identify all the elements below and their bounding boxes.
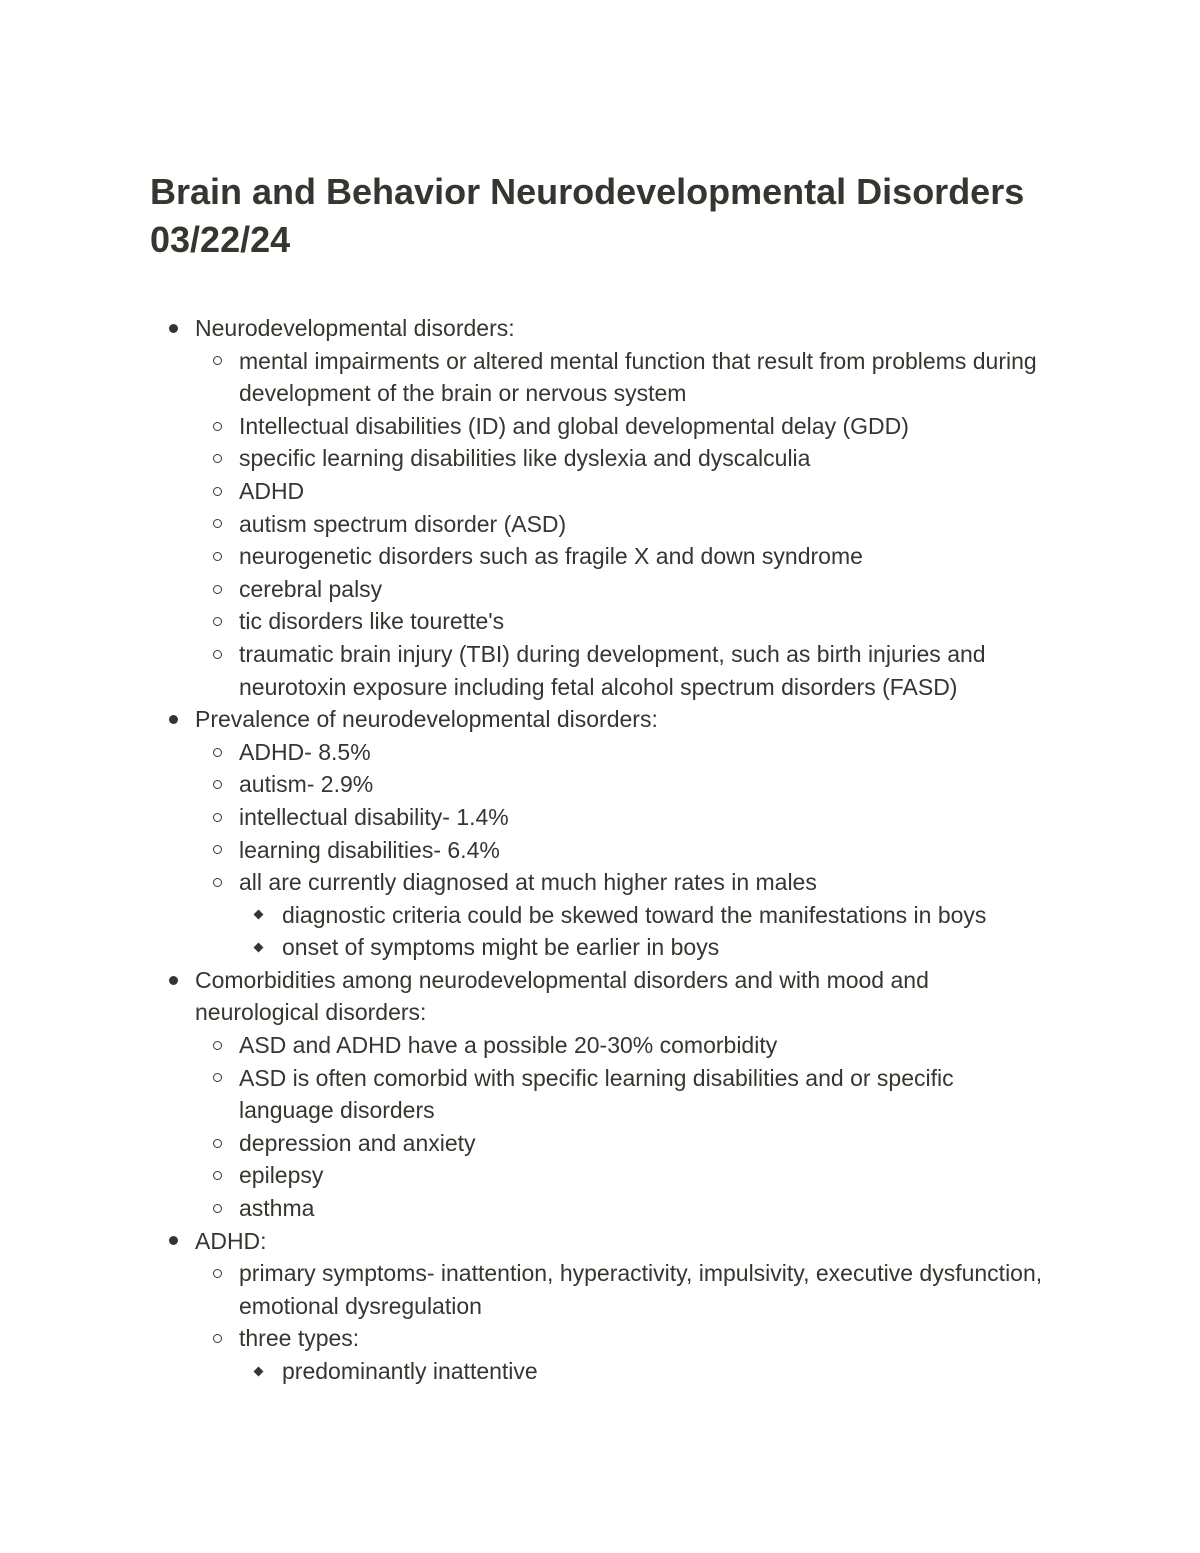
bullet-circle-icon (213, 834, 222, 867)
document-page (150, 168, 1050, 1388)
list-item-text: primary symptoms- inattention, hyperactivity, impulsivity, executive dysfunction, emotional dysregulation (239, 1260, 1043, 1319)
bullet-circle-icon (213, 1322, 222, 1355)
list-item-text: predominantly inattentive (282, 1358, 538, 1384)
sub-list-item (195, 1257, 1050, 1322)
bullet-circle-icon (213, 605, 222, 638)
bullet-circle-icon (213, 1159, 222, 1192)
bullet-diamond-icon (255, 931, 262, 964)
list-item-text: ADHD: (195, 1227, 267, 1254)
list-item (150, 1225, 1050, 1388)
bullet-circle-icon (213, 1029, 222, 1062)
list-item (150, 703, 1050, 964)
bullet-circle-icon (213, 801, 222, 834)
list-item-text: three types: (239, 1325, 360, 1352)
bullet-circle-icon (213, 573, 222, 606)
nested-list (195, 345, 1050, 704)
page-title: Brain and Behavior Neurodevelopmental Disorders 03/22/24 (150, 171, 1025, 260)
sub-list-item (195, 442, 1050, 475)
nested-list (195, 736, 1050, 964)
list-item-text: ADHD- 8.5% (239, 738, 371, 765)
bullet-circle-icon (213, 410, 222, 443)
sub-list-item (195, 1322, 1050, 1387)
bullet-circle-icon (213, 540, 222, 573)
list-item (150, 964, 1050, 1225)
sub-sub-list-item (239, 931, 1050, 964)
sub-list-item (195, 345, 1050, 410)
sub-list-item (195, 605, 1050, 638)
sub-list-item (195, 1127, 1050, 1160)
nested-list (195, 1029, 1050, 1225)
list-item-text: autism spectrum disorder (ASD) (239, 510, 567, 537)
list-item-text: all are currently diagnosed at much higher rates in males (239, 869, 817, 896)
list-item-text: specific learning disabilities like dyslexia and dyscalculia (239, 445, 811, 472)
sub-list-item (195, 768, 1050, 801)
sub-list-item (195, 866, 1050, 964)
sub-list-item (195, 573, 1050, 606)
sub-list-item (195, 801, 1050, 834)
list-item (150, 312, 1050, 703)
sub-list-item (195, 638, 1050, 703)
list-item-text: ASD is often comorbid with specific learning disabilities and or specific language disorders (239, 1064, 954, 1124)
bullet-disc-icon (169, 964, 178, 997)
list-item-text: learning disabilities- 6.4% (239, 836, 500, 863)
nested-list (239, 1355, 1050, 1388)
bullet-circle-icon (213, 508, 222, 541)
bullet-disc-icon (169, 312, 178, 345)
list-item-text: Prevalence of neurodevelopmental disorders: (195, 706, 658, 733)
list-item-text: ADHD (239, 477, 305, 504)
sub-list-item (195, 410, 1050, 443)
list-item-text: intellectual disability- 1.4% (239, 803, 509, 830)
list-item-text: mental impairments or altered mental function that result from problems during development of the brain or nervous system (239, 347, 1037, 407)
list-item-text: diagnostic criteria could be skewed toward the manifestations in boys (282, 901, 987, 928)
bullet-circle-icon (213, 768, 222, 801)
sub-sub-list-item (239, 899, 1050, 932)
list-item-text: cerebral palsy (239, 575, 383, 602)
sub-list-item (195, 736, 1050, 769)
list-item-text: onset of symptoms might be earlier in boys (282, 934, 720, 961)
nested-list (195, 1257, 1050, 1387)
bullet-circle-icon (213, 1192, 222, 1225)
list-item-text: tic disorders like tourette's (239, 608, 505, 635)
sub-list-item (195, 508, 1050, 541)
bullet-diamond-icon (255, 899, 262, 932)
bullet-circle-icon (213, 1127, 222, 1160)
sub-list-item (195, 475, 1050, 508)
sub-list-item (195, 1192, 1050, 1225)
bullet-circle-icon (213, 638, 222, 671)
bullet-circle-icon (213, 1062, 222, 1095)
bullet-circle-icon (213, 475, 222, 508)
sub-sub-list-item (239, 1355, 1050, 1388)
sub-list-item (195, 1062, 1050, 1127)
bullet-circle-icon (213, 442, 222, 475)
sub-list-item (195, 834, 1050, 867)
list-item-text: epilepsy (239, 1162, 324, 1189)
list-item-text: autism- 2.9% (239, 771, 374, 798)
nested-list (239, 899, 1050, 964)
list-item-text: depression and anxiety (239, 1129, 476, 1156)
bullet-disc-icon (169, 703, 178, 736)
list-item-text: neurogenetic disorders such as fragile X and down syndrome (239, 543, 863, 570)
list-item-text: Neurodevelopmental disorders: (195, 315, 515, 341)
list-item-text: ASD and ADHD have a possible 20-30% comorbidity (239, 1032, 778, 1059)
list-item-text: Intellectual disabilities (ID) and global developmental delay (GDD) (239, 412, 909, 439)
bullet-circle-icon (213, 736, 222, 769)
bullet-circle-icon (213, 1257, 222, 1290)
list-item-text: asthma (239, 1195, 315, 1222)
sub-list-item (195, 1159, 1050, 1192)
list-item-text: traumatic brain injury (TBI) during development, such as birth injuries and neurotoxin exposure including fetal alcohol spectrum disorders (FASD) (239, 640, 986, 700)
bullet-circle-icon (213, 345, 222, 378)
bullet-diamond-icon (255, 1355, 262, 1388)
bullet-circle-icon (213, 866, 222, 899)
sub-list-item (195, 540, 1050, 573)
bullet-disc-icon (169, 1225, 178, 1258)
list-item-text: Comorbidities among neurodevelopmental disorders and with mood and neurological disorders: (195, 966, 929, 1026)
sub-list-item (195, 1029, 1050, 1062)
bullet-list (150, 312, 1050, 1388)
